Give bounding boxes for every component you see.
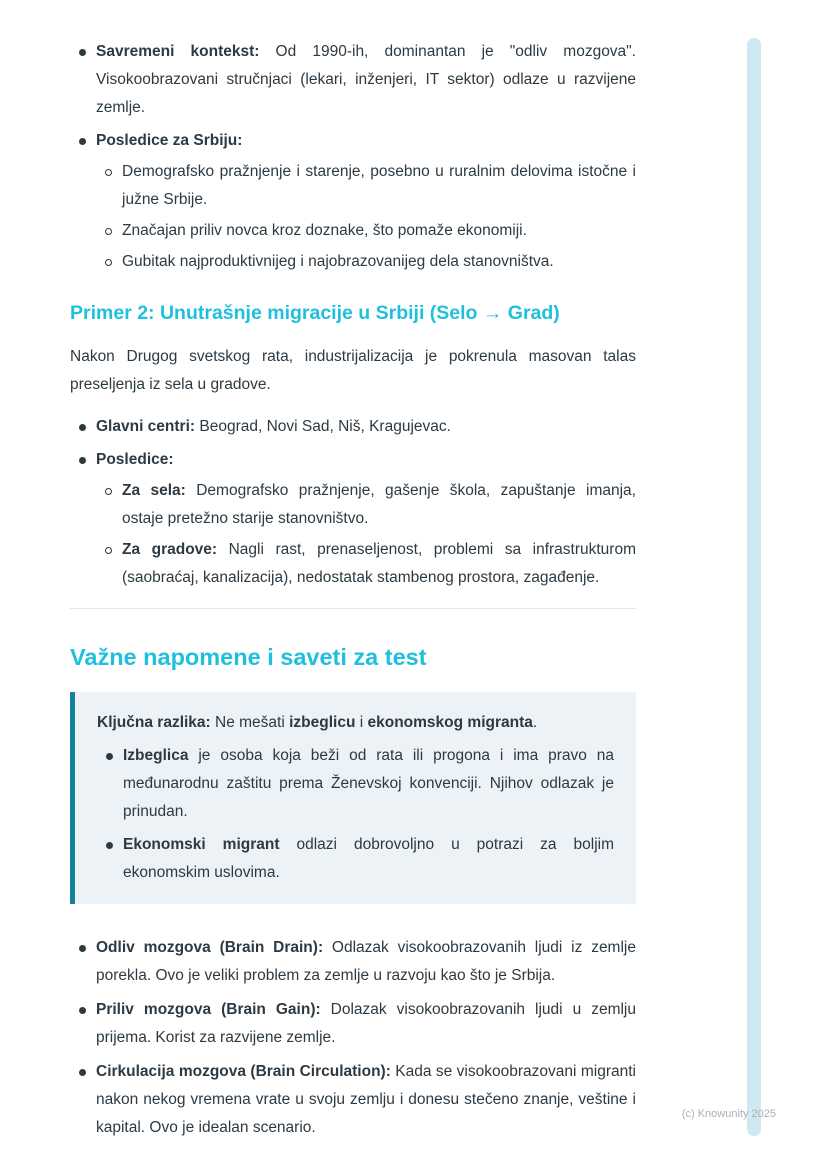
callout-lead-text: i — [355, 714, 368, 731]
bullet-circle-icon — [105, 488, 112, 495]
bullet-disc-icon — [79, 457, 86, 464]
list-item-text: Značajan priliv novca kroz doznake, što pomaže ekonomiji. — [122, 222, 527, 239]
bullet-disc-icon — [106, 842, 113, 849]
list-item-label: Posledice: — [96, 451, 174, 468]
list-item — [96, 248, 636, 276]
bullet-disc-icon — [79, 138, 86, 145]
list-item-body: Beograd, Novi Sad, Niš, Kragujevac. — [195, 418, 451, 435]
list-item-text — [122, 536, 636, 592]
list-item — [70, 996, 636, 1052]
list-item-label: Izbeglica — [123, 747, 189, 764]
callout-lead-text: Ne mešati — [210, 714, 290, 731]
bullet-disc-icon — [79, 424, 86, 431]
list-item-text: Gubitak najproduktivnijeg i najobrazovanijeg dela stanovništva. — [122, 253, 554, 270]
list-item — [97, 742, 614, 826]
list-item-label: Priliv mozgova (Brain Gain): — [96, 1001, 321, 1018]
sub-list — [96, 477, 636, 592]
list-item-label: Glavni centri: — [96, 418, 196, 435]
list-item-label: Ekonomski migrant — [123, 836, 280, 853]
copyright-note: (c) Knowunity 2025 — [681, 1108, 776, 1120]
list-item-text — [96, 413, 636, 441]
bullet-circle-icon — [105, 547, 112, 554]
list-item-label: Posledice za Srbiju: — [96, 132, 243, 149]
bullet-disc-icon — [79, 1069, 86, 1076]
list-item-body: Kada se visokoobrazovani migranti nakon nekog vremena vrate u svoju zemlju i donesu stečeno znanje, veštine i kapital. Ovo je idealan scenario. — [96, 1063, 636, 1136]
list-item-label: Za gradove: — [122, 541, 218, 558]
list-item — [70, 446, 636, 592]
list-item — [70, 1058, 636, 1142]
list-item-text — [96, 446, 636, 592]
list-item-label: Odliv mozgova (Brain Drain): — [96, 939, 324, 956]
list-item — [70, 413, 636, 441]
callout-lead-text: . — [532, 714, 538, 731]
list-item-body: Demografsko pražnjenje, gašenje škola, zapuštanje imanja, ostaje pretežno starije stanovništvo. — [122, 482, 636, 527]
callout-list — [97, 742, 614, 887]
bullet-disc-icon — [79, 1007, 86, 1014]
sub-list — [96, 158, 636, 276]
terms-list — [70, 934, 636, 1142]
list-item — [70, 127, 636, 276]
list-item-text — [123, 742, 614, 826]
scroll-indicator-bar[interactable] — [747, 38, 761, 1136]
list-item-text — [96, 1058, 636, 1142]
intro-paragraph: Nakon Drugog svetskog rata, industrijalizacija je pokrenula masovan talas preseljenja iz sela u gradove. — [70, 348, 636, 393]
list-item-body: odlazi dobrovoljno u potrazi za boljim ekonomskim uslovima. — [123, 836, 614, 881]
list-item — [70, 38, 636, 122]
bullet-circle-icon — [105, 169, 112, 176]
bullet-disc-icon — [79, 49, 86, 56]
callout-lead-bold: izbeglicu — [289, 714, 356, 731]
callout-lead-bold: Ključna razlika: — [97, 714, 211, 731]
list-item-text — [122, 477, 636, 533]
primer2-list — [70, 413, 636, 592]
list-item-body: Nagli rast, prenaseljenost, problemi sa infrastrukturom (saobraćaj, kanalizacija), nedostatak stambenog prostora, zagađenje. — [122, 541, 636, 586]
list-item — [96, 536, 636, 592]
list-item-text — [96, 38, 636, 122]
list-item-label: Cirkulacija mozgova (Brain Circulation): — [96, 1063, 391, 1080]
callout-lead — [97, 709, 614, 737]
bullet-disc-icon — [79, 945, 86, 952]
list-item-text: Demografsko pražnjenje i starenje, posebno u ruralnim delovima istočne i južne Srbije. — [122, 163, 636, 208]
callout-box — [70, 692, 636, 904]
list-item-text — [96, 934, 636, 990]
section-heading-notes: Važne napomene i saveti za test — [70, 644, 427, 670]
document-content — [70, 38, 636, 1148]
list-item — [96, 217, 636, 245]
list-item-text — [123, 831, 614, 887]
list-item-body: je osoba koja beži od rata ili progona i ima pravo na međunarodnu zaštitu prema Ženevskoj konvenciji. Njihov odlazak je prinudan. — [123, 747, 614, 820]
list-item — [96, 158, 636, 214]
list-item — [96, 477, 636, 533]
bullet-disc-icon — [106, 753, 113, 760]
list-item-body: Od 1990-ih, dominantan je "odliv mozgova". Visokoobrazovani stručnjaci (lekari, inženjeri, IT sektor) odlaze u razvijene zemlje. — [96, 43, 636, 116]
callout-lead-bold: ekonomskog migranta — [367, 714, 533, 731]
context-list — [70, 38, 636, 276]
list-item-label: Savremeni kontekst: — [96, 43, 260, 60]
list-item-body: Dolazak visokoobrazovanih ljudi u zemlju prijema. Korist za razvijene zemlje. — [96, 1001, 636, 1046]
section-heading-primer2: Primer 2: Unutrašnje migracije u Srbiji (Selo → Grad) — [70, 302, 560, 324]
list-item-text — [96, 996, 636, 1052]
list-item-label: Za sela: — [122, 482, 186, 499]
list-item-text — [96, 127, 636, 276]
bullet-circle-icon — [105, 259, 112, 266]
bullet-circle-icon — [105, 228, 112, 235]
list-item-body: Odlazak visokoobrazovanih ljudi iz zemlje porekla. Ovo je veliki problem za zemlje u razvoju kao što je Srbija. — [96, 939, 636, 984]
list-item — [70, 934, 636, 990]
section-divider — [70, 608, 636, 609]
list-item — [97, 831, 614, 887]
